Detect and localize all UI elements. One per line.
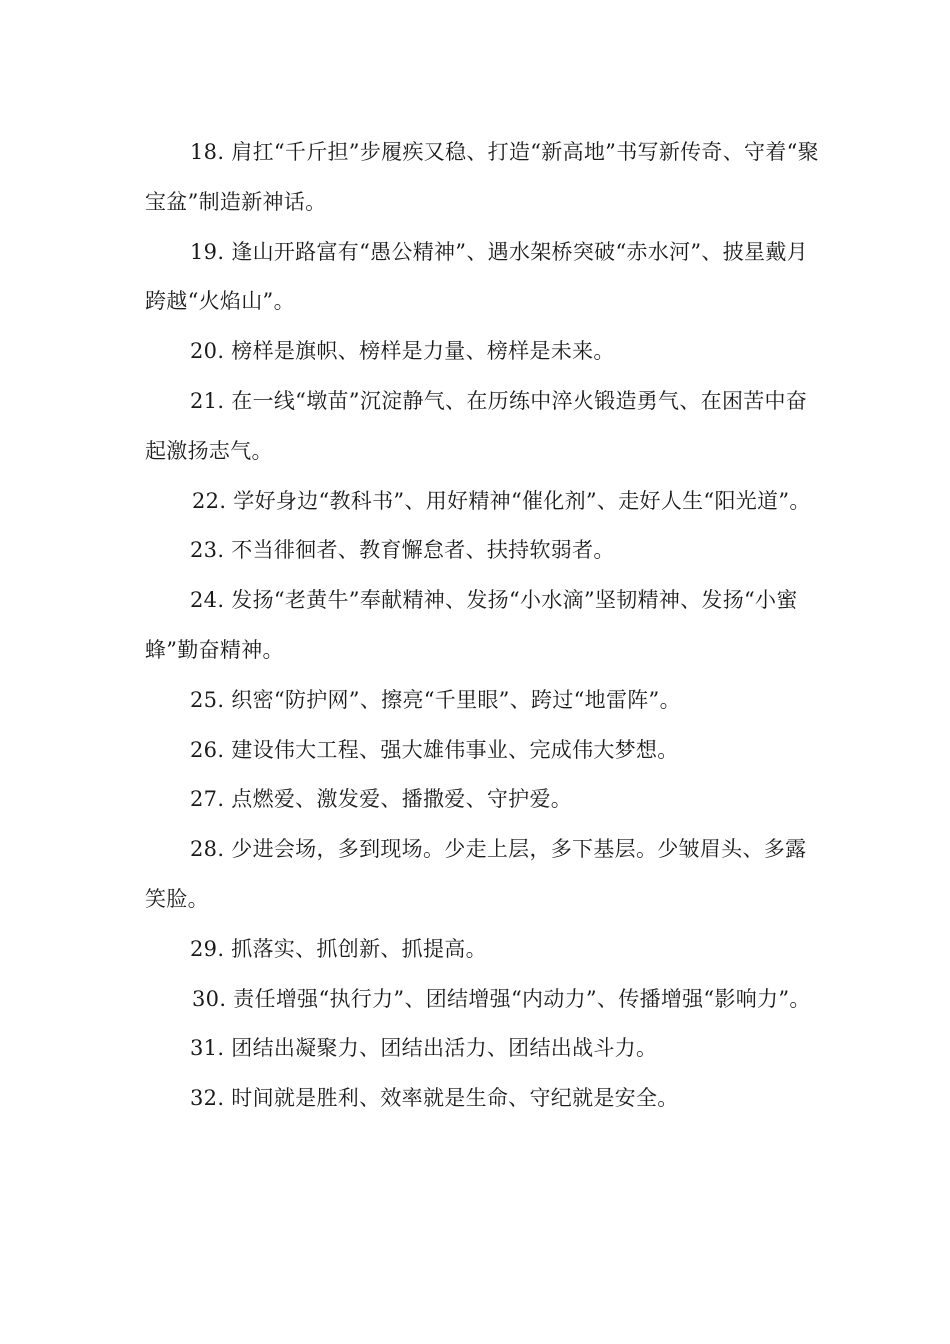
list-item: 25. 织密“防护网”、擦亮“千里眼”、跨过“地雷阵”。 <box>190 687 681 712</box>
document-body <box>145 128 825 1124</box>
list-item: 26. 建设伟大工程、强大雄伟事业、完成伟大梦想。 <box>190 737 679 762</box>
list-item: 30. 责任增强“执行力”、团结增强“内动力”、传播增强“影响力”。 <box>192 986 811 1011</box>
list-item: 28. 少进会场，多到现场。少走上层，多下基层。少皱眉头、多露笑脸。 <box>145 837 807 911</box>
list-item: 20. 榜样是旗帜、榜样是力量、榜样是未来。 <box>190 339 615 364</box>
list-item: 18. 肩扛“千斤担”步履疾又稳、打造“新高地”书写新传奇、守着“聚宝盆”制造新神话。 <box>145 140 819 214</box>
list-item: 27. 点燃爱、激发爱、播撒爱、守护爱。 <box>190 787 573 812</box>
list-item: 19. 逢山开路富有“愚公精神”、遇水架桥突破“赤水河”、披星戴月跨越“火焰山”。 <box>145 239 808 314</box>
list-item: 22. 学好身边“教科书”、用好精神“催化剂”、走好人生“阳光道”。 <box>192 488 811 513</box>
list-item: 31. 团结出凝聚力、团结出活力、团结出战斗力。 <box>190 1036 658 1061</box>
list-item: 24. 发扬“老黄牛”奉献精神、发扬“小水滴”坚韧精神、发扬“小蜜蜂”勤奋精神。 <box>145 588 798 662</box>
list-item: 32. 时间就是胜利、效率就是生命、守纪就是安全。 <box>190 1086 679 1111</box>
list-item: 21. 在一线“墩苗”沉淀静气、在历练中淬火锻造勇气、在困苦中奋起激扬志气。 <box>145 388 808 463</box>
list-item: 29. 抓落实、抓创新、抓提高。 <box>190 936 487 961</box>
list-item: 23. 不当徘徊者、教育懈怠者、扶持软弱者。 <box>190 538 615 563</box>
